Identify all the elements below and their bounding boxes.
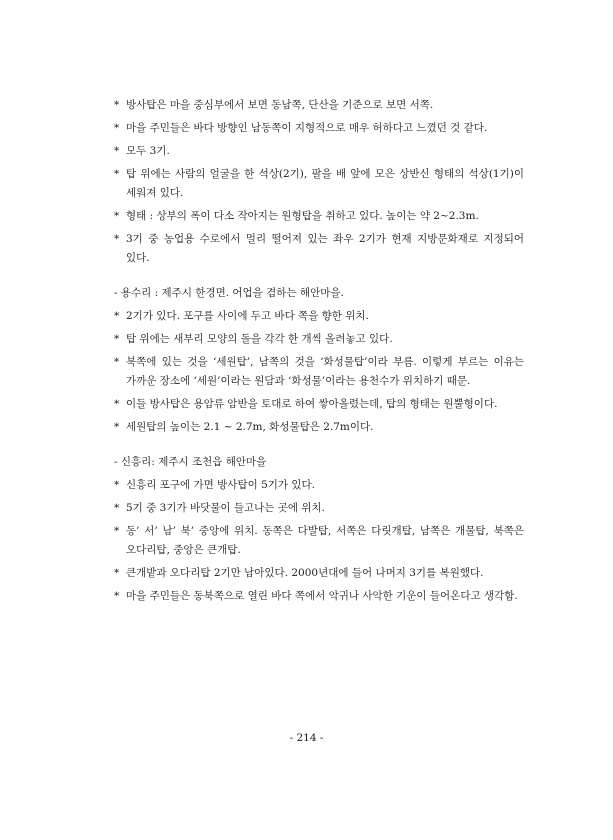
list-item-text: 마을 주민들은 바다 방향인 남동쪽이 지형적으로 매우 허하다고 느꼈던 것 같다. [126, 122, 488, 134]
bullet-marker: * [114, 356, 120, 368]
list-item [114, 476, 524, 495]
sinheung-ri-section [114, 453, 524, 606]
intro-section [114, 96, 524, 268]
list-item [114, 418, 524, 437]
list-item [114, 353, 524, 391]
bullet-marker: * [114, 590, 120, 602]
bullet-marker: * [114, 99, 120, 111]
list-item-text: 2기가 있다. 포구를 사이에 두고 바다 쪽을 향한 위치. [126, 310, 369, 322]
bullet-marker: * [114, 310, 120, 322]
list-item-text: 세원탑의 높이는 2.1 ~ 2.7m, 화성물탑은 2.7m이다. [126, 421, 374, 433]
bullet-marker: * [114, 233, 120, 245]
bullet-marker: * [114, 479, 120, 491]
list-item [114, 142, 524, 161]
bullet-marker: * [114, 525, 120, 537]
bullet-marker: * [114, 567, 120, 579]
list-item [114, 587, 524, 606]
bullet-marker: * [114, 168, 120, 180]
bullet-marker: * [114, 333, 120, 345]
list-item-text: 큰개밭과 오다리탑 2기만 남아있다. 2000년대에 들어 나머지 3기를 복원했다. [126, 567, 484, 579]
list-item [114, 96, 524, 115]
list-item-text: 3기 중 농업용 수로에서 멀리 떨어져 있는 좌우 2기가 현재 지방문화재로 지정되어 있다. [126, 233, 524, 264]
list-item-text: 방사탑은 마을 중심부에서 보면 동남쪽, 단산을 기준으로 보면 서쪽. [126, 99, 434, 111]
list-item-text: 탑 위에는 사람의 얼굴을 한 석상(2기), 팔을 배 앞에 모은 상반신 형태의 석상(1기)이 세워져 있다. [126, 168, 524, 199]
list-item-text: 탑 위에는 새부리 모양의 돌을 각각 한 개씩 올려놓고 있다. [126, 333, 393, 345]
list-item [114, 522, 524, 560]
bullet-marker: * [114, 502, 120, 514]
list-item-text: 동’ 서’ 남’ 북’ 중앙에 위치. 동쪽은 다발탑, 서쪽은 다릿개탑, 남쪽은 개물탑, 북쪽은 오다리탑, 중앙은 큰개탑. [126, 525, 524, 556]
list-item-text: 모두 3기. [126, 145, 170, 157]
list-item-text: 북쪽에 있는 것을 ‘세원탑’, 남쪽의 것을 ‘화성물탑’이라 부름. 이렇게 부르는 이유는 가까운 장소에 ‘세원’이라는 원담과 ‘화성물’이라는 용천수가 위치하기 때문. [126, 356, 524, 387]
list-item [114, 499, 524, 518]
list-item [114, 119, 524, 138]
list-item [114, 330, 524, 349]
list-item [114, 307, 524, 326]
bullet-marker: * [114, 122, 120, 134]
list-item-text: 형태 : 상부의 폭이 다소 작아지는 원형탑을 취하고 있다. 높이는 약 2~2.3m. [126, 210, 479, 222]
list-item-text: 이들 방사탑은 용암류 암반을 토대로 하여 쌓아올렸는데, 탑의 형태는 원뿔형이다. [126, 398, 498, 410]
list-item [114, 207, 524, 226]
list-item [114, 395, 524, 414]
page-content [114, 96, 524, 622]
bullet-marker: * [114, 398, 120, 410]
section-heading: - 신흥리: 제주시 조천읍 해안마을 [114, 456, 267, 468]
section-heading: - 용수리 : 제주시 한경면. 어업을 겸하는 해안마을. [114, 287, 344, 299]
page-number: - 214 - [289, 732, 324, 744]
bullet-marker: * [114, 145, 120, 157]
list-item [114, 230, 524, 268]
list-item-text: 마을 주민들은 동북쪽으로 열린 바다 쪽에서 악귀나 사악한 기운이 들어온다고 생각함. [126, 590, 518, 602]
bullet-marker: * [114, 210, 120, 222]
list-item-text: 5기 중 3기가 바닷물이 들고나는 곳에 위치. [126, 502, 326, 514]
bullet-marker: * [114, 421, 120, 433]
yongsu-ri-section [114, 284, 524, 437]
list-item [114, 564, 524, 583]
list-item [114, 165, 524, 203]
list-item-text: 신흥리 포구에 가면 방사탑이 5기가 있다. [126, 479, 315, 491]
